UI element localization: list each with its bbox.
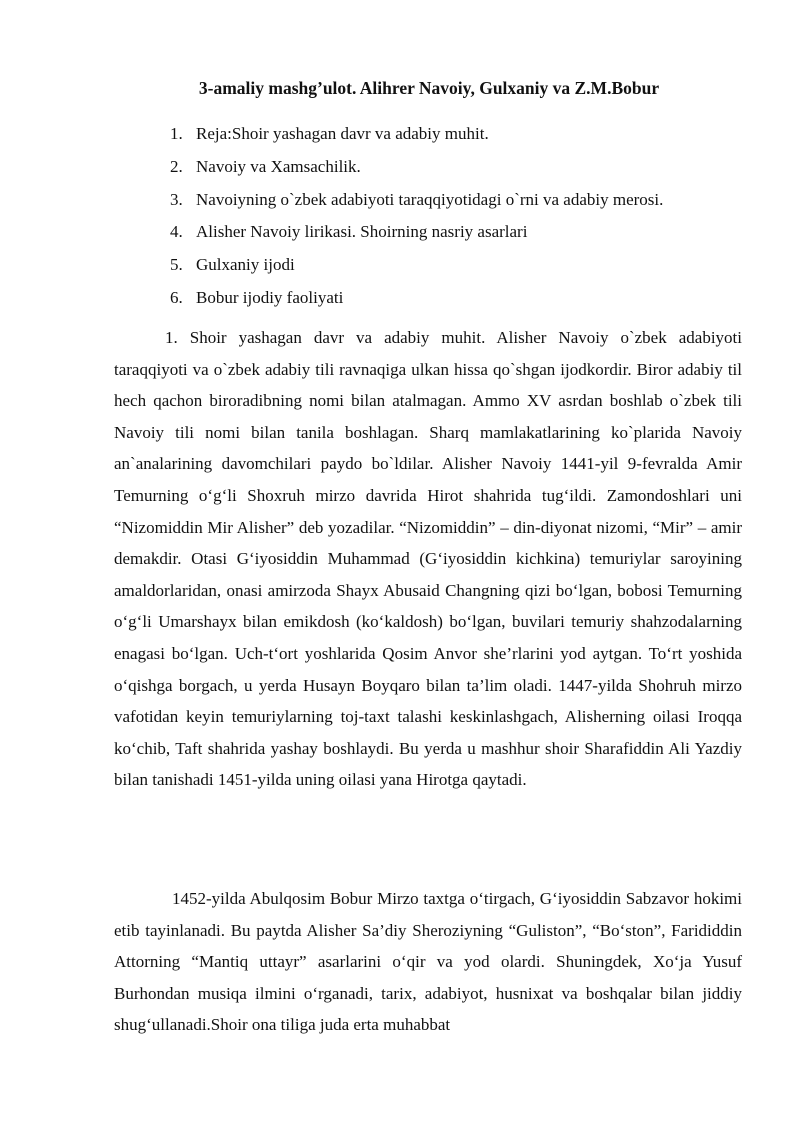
list-item-text: Alisher Navoiy lirikasi. Shoirning nasriy asarlari bbox=[196, 222, 528, 242]
page-title: 3-amaliy mashg’ulot. Alihrer Navoiy, Gulxaniy va Z.M.Bobur bbox=[198, 78, 660, 98]
list-item-number: 2. bbox=[170, 156, 183, 176]
list-item bbox=[170, 216, 663, 249]
list-item-number: 1. bbox=[170, 124, 183, 143]
list-item-text: Gulxaniy ijodi bbox=[196, 255, 295, 275]
list-item-number: 6. bbox=[170, 287, 183, 307]
list-item-text: Navoiyning o`zbek adabiyoti taraqqiyotidagi o`rni va adabiy merosi. bbox=[196, 189, 664, 209]
list-item bbox=[170, 184, 663, 217]
list-item-text: Bobur ijodiy faoliyati bbox=[196, 287, 344, 307]
list-item-number: 3. bbox=[170, 189, 183, 209]
body-paragraph: 1. Shoir yashagan davr va adabiy muhit. Alisher Navoiy o`zbek adabiyoti taraqqiyoti va o`zbek adabiy tili ravnaqiga ulkan hissa qo`shgan ijodkordir. Biror adabiy til hech qachon biroradibning nomi bilan atalmagan. Ammo XV asrdan boshlab o`zbek tili Navoiy tili nomi bilan tanila boshlagan. Sharq mamlakatlarining ko`plarida Navoiy an`analarining davomchilari paydo bo`ldilar. Alisher Navoiy 1441-yil 9-fevralda Amir Temurning o‘g‘li Shoxruh mirzo davrida Hirot shahrida tug‘ildi. Zamondoshlari uni “Nizomiddin Mir Alisher” deb yozadilar. “Nizomiddin” – din-diyonat nizomi, “Mir” – amir demakdir. Otasi G‘iyosiddin Muhammad (G‘iyosiddin kichkina) temuriylar saroyining amaldorlaridan, onasi amirzoda Shayx Abusaid Changning qizi bo‘lgan, bobosi Temurning o‘g‘li Umarshayx bilan emikdosh (ko‘kaldosh) bo‘lgan, buvilari temuriy shahzodalarning enagasi bo‘lgan. Uch-t‘ort yoshlarida Qosim Anvor she’rlarini yod aytgan. To‘rt yoshida o‘qishga borgach, u yerda Husayn Boyqaro bilan ta’lim oladi. 1447-yilda Shohruh mirzo vafotidan keyin temuriylarning toj-taxt talashi keskinlashgach, Alisherning oilasi Iroqqa ko‘chib, Taft shahrida yashay boshlaydi. Bu yerda u mashhur shoir Sharafiddin Ali Yazdiy bilan tanishadi 1451-yilda uning oilasi yana Hirotga qaytadi. bbox=[114, 328, 742, 790]
list-item-number: 4. bbox=[170, 222, 183, 242]
list-item-text: Reja:Shoir yashagan davr va adabiy muhit. bbox=[196, 124, 489, 143]
list-item bbox=[170, 118, 663, 151]
body-paragraph: 1452-yilda Abulqosim Bobur Mirzo taxtga o‘tirgach, G‘iyosiddin Sabzavor hokimi etib tayinlanadi. Bu paytda Alisher Sa’diy Sheroziyning “Guliston”, “Bo‘ston”, Farididdin Attorning “Mantiq uttayr” asarlarini o‘qir va yod olardi. Shuningdek, Xo‘ja Yusuf Burhondan musiqa ilmini o‘rganadi, tarix, adabiyot, husnixat va boshqalar bilan jiddiy shug‘ullanadi.Shoir ona tiliga juda erta muhabbat bbox=[114, 889, 742, 1035]
list-item bbox=[170, 151, 663, 184]
list-item bbox=[170, 282, 663, 315]
list-item-text: Navoiy va Xamsachilik. bbox=[196, 156, 361, 176]
lesson-plan-list bbox=[170, 118, 663, 315]
list-item bbox=[170, 249, 663, 282]
list-item-number: 5. bbox=[170, 255, 183, 275]
